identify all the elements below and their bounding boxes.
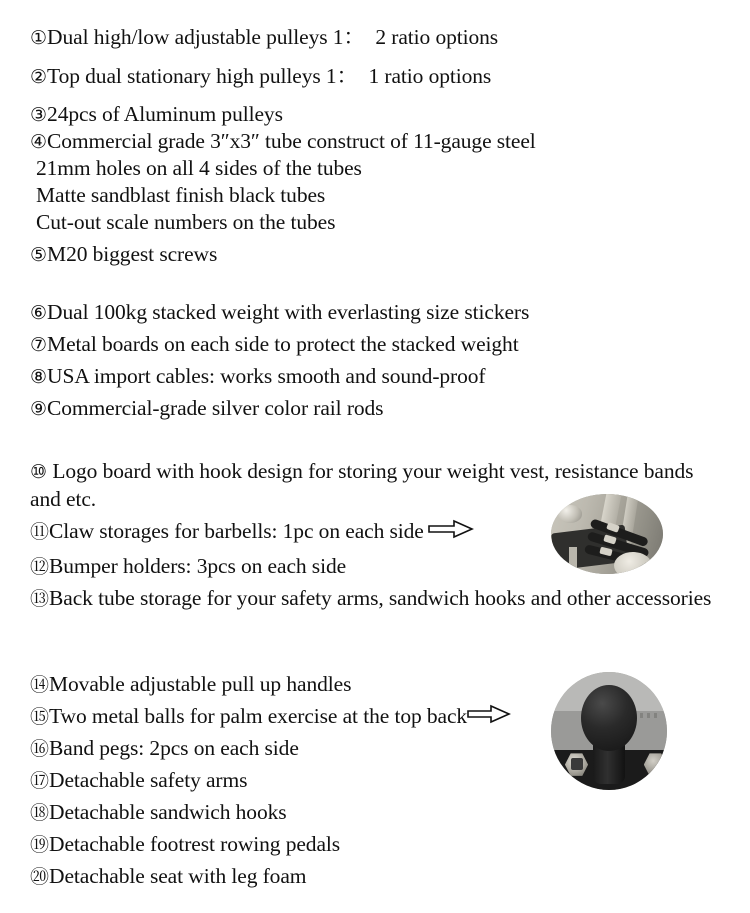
item-text: Claw storages for barbells: 1pc on each side	[49, 519, 424, 543]
item-text: Cut-out scale numbers on the tubes	[36, 210, 336, 234]
item-text: Matte sandblast finish black tubes	[36, 183, 326, 207]
item-text: Detachable footrest rowing pedals	[49, 832, 341, 856]
item-marker: ②	[30, 66, 48, 88]
hex-nut-left-center	[571, 758, 584, 770]
spec-line-4	[30, 128, 730, 156]
item-text: 24pcs of Aluminum pulleys	[47, 102, 283, 126]
item-text: Two metal balls for palm exercise at the top back	[49, 704, 468, 728]
spec-line-9	[30, 395, 730, 423]
spec-line-19	[30, 831, 730, 859]
item-marker: ④	[30, 131, 48, 153]
item-text: Band pegs: 2pcs on each side	[49, 736, 299, 760]
item-marker: ⑳	[30, 866, 50, 888]
item-marker: ⑱	[30, 802, 50, 824]
item-text: M20 biggest screws	[47, 242, 218, 266]
item-text: Movable adjustable pull up handles	[49, 672, 352, 696]
item-text: Commercial-grade silver color rail rods	[47, 396, 384, 420]
spec-line-4c	[36, 209, 736, 236]
item-text: Metal boards on each side to protect the stacked weight	[47, 332, 519, 356]
callout-arrow-icon	[467, 704, 511, 731]
item-text: Bumper holders: 3pcs on each side	[49, 554, 347, 578]
bumper-plate	[614, 552, 652, 574]
claw-storage-photo-content	[551, 494, 663, 574]
claw-storage-photo	[551, 494, 663, 574]
item-marker: ⑲	[30, 834, 50, 856]
item-text: 21mm holes on all 4 sides of the tubes	[36, 156, 362, 180]
item-marker: ⑦	[30, 334, 48, 356]
item-marker: ⑤	[30, 244, 48, 266]
spec-line-13	[30, 585, 722, 613]
item-text: Detachable seat with leg foam	[49, 864, 307, 888]
item-text: Commercial grade 3″x3″ tube construct of 11-gauge steel	[47, 129, 536, 153]
item-marker: ⑬	[30, 588, 50, 610]
support-post	[569, 547, 577, 574]
item-marker: ⑩	[30, 461, 48, 483]
spec-line-6	[30, 299, 730, 327]
item-text: Top dual stationary high pulleys 1： 1 ratio options	[47, 64, 492, 88]
callout-arrow-icon	[428, 519, 474, 546]
spec-line-20	[30, 863, 730, 891]
spec-line-18	[30, 799, 730, 827]
item-marker: ⑮	[30, 706, 50, 728]
item-text: Detachable sandwich hooks	[49, 800, 287, 824]
metal-ball-photo-content	[551, 672, 667, 790]
item-marker: ⑨	[30, 398, 48, 420]
surface-texture	[640, 713, 661, 718]
spec-line-5	[30, 241, 730, 269]
item-text: Detachable safety arms	[49, 768, 248, 792]
spec-line-4a	[36, 155, 736, 182]
spec-line-2	[30, 63, 730, 91]
item-text: Logo board with hook design for storing your weight vest, resistance bands and etc.	[30, 459, 694, 511]
item-marker: ⑰	[30, 770, 50, 792]
item-text: USA import cables: works smooth and sound-proof	[47, 364, 486, 388]
spec-line-8	[30, 363, 730, 391]
item-marker: ⑫	[30, 556, 50, 578]
spec-line-7	[30, 331, 730, 359]
spec-line-3	[30, 101, 730, 129]
item-marker: ⑥	[30, 302, 48, 324]
item-marker: ⑪	[30, 521, 50, 543]
spec-line-1	[30, 24, 730, 52]
item-text: Back tube storage for your safety arms, sandwich hooks and other accessories	[49, 586, 712, 610]
metal-ball-photo	[551, 672, 667, 790]
item-text: Dual 100kg stacked weight with everlasting size stickers	[47, 300, 530, 324]
item-marker: ⑭	[30, 674, 50, 696]
item-text: Dual high/low adjustable pulleys 1： 2 ratio options	[47, 25, 499, 49]
metal-ball	[581, 685, 637, 751]
adjustment-knob	[558, 505, 583, 523]
item-marker: ⑯	[30, 738, 50, 760]
item-marker: ①	[30, 27, 48, 49]
spec-line-4b	[36, 182, 736, 209]
item-marker: ③	[30, 104, 48, 126]
item-marker: ⑧	[30, 366, 48, 388]
